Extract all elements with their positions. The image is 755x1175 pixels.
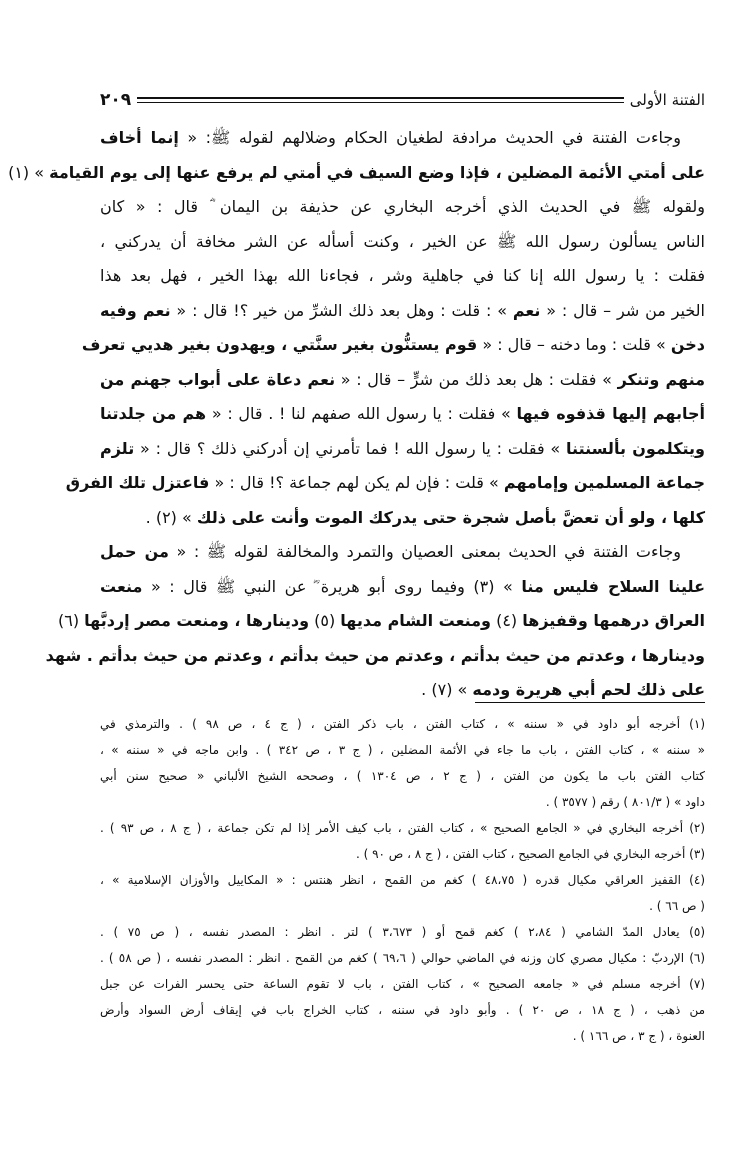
bold-quote-text: العراق درهمها وقفيزها (522, 611, 705, 630)
page-number: ٢٠٩ (100, 90, 132, 110)
text-segment: داود » ( ٨٠١/٣ ) رقم ( ٣٥٧٧ ) . (545, 795, 705, 809)
text-segment: (٣) أخرجه البخاري في الجامع الصحيح ، كتاب الفتن ، ( ج ٨ ، ص ٩٠ ) . (355, 847, 705, 861)
footnote-line (100, 867, 705, 893)
text-segment: ولقوله ﷺ في الحديث الذي أخرجه البخاري عن حذيفة بن اليمان ؓ قال : « كان (100, 197, 705, 216)
body-line (100, 535, 705, 570)
running-title: الفتنة الأولى (629, 91, 705, 109)
bold-quote-text: فاعتزل تلك الفرق (65, 473, 210, 492)
bold-quote-text: ودينارها ، ومنعت مصر إردبَّها (84, 611, 310, 630)
text-segment: » : قلت : وهل بعد ذلك الشرِّ من خير ؟! قال : « (170, 300, 513, 320)
text-segment: من ذهب ، ( ج ١٨ ، ص ٢٠ ) . وأبو داود في سننه ، كتاب الخراج باب في إيقاف أرض السواد وأرض (100, 1003, 706, 1017)
text-segment: (٧) أخرجه مسلم في « جامعه الصحيح » ، كتاب الفتن ، باب لا تقوم الساعة حتى يحسر الفرات عن جبل (100, 977, 705, 991)
bold-quote-text: دخن (670, 335, 705, 354)
bold-quote-text: ودينارها ، وعدتم من حيث بدأتم ، وعدتم من حيث بدأتم ، وعدتم من حيث بدأتم . شهد (45, 645, 705, 665)
body-line (100, 432, 705, 467)
text-segment: » فقلت : يا رسول الله ! فما تأمرني إن أدركني ذلك ؟ قال : « (134, 438, 567, 458)
body-line (65, 466, 705, 501)
text-segment: الخير من شر – قال : « (540, 300, 706, 320)
bold-quote-text: كلها ، ولو أن تعضَّ بأصل شجرة حتى يدركك الموت وأنت على ذلك (196, 507, 705, 527)
bold-quote-text: نعم دعاة على أبواب جهنم من (100, 369, 336, 389)
body-line (100, 363, 705, 398)
bold-quote-text: قوم يستنُّون بغير سنَّتي ، ويهدون بغير هديي تعرف (81, 335, 478, 354)
bold-quote-text: جماعة المسلمين وإمامهم (503, 473, 705, 492)
body-line (100, 397, 705, 432)
text-segment: (٢) أخرجه البخاري في « الجامع الصحيح » ، كتاب الفتن ، باب كيف الأمر إذا لم تكن جماعة ، ( ج ٨ ، ص ٩٣ ) . (100, 821, 706, 835)
bold-quote-text: إنما أخاف (100, 128, 179, 147)
text-segment: (٤) القفيز العراقي مكيال قدره ( ٤٨،٧٥ ) كغم من القمح ، انظر هنتس : « المكاييل والأوزان الإسلامية » ، (100, 873, 706, 887)
text-segment: » (٧) . (421, 680, 473, 699)
bold-quote-text: علينا السلاح فليس منا (521, 576, 706, 596)
text-segment: » (٢) . (145, 507, 197, 527)
text-segment: كتاب الفتن باب ما يكون من الفتن ، ( ج ٢ ، ص ١٣٠٤ ) ، وصححه الشيخ الألباني « صحيح سنن أبي (100, 769, 705, 783)
bold-quote-text: من حمل (100, 542, 169, 561)
text-segment: وجاءت الفتنة في الحديث بمعنى العصيان والتمرد والمخالفة لقوله ﷺ : « (168, 542, 681, 561)
text-segment: فقلت : يا رسول الله إنا كنا في جاهلية وشر ، فجاءنا الله بهذا الخير ، فهل بعد هذا (100, 266, 705, 285)
text-segment: (١) أخرجه أبو داود في « سننه » ، كتاب الفتن ، باب ذكر الفتن ، ( ج ٤ ، ص ٩٨ ) . والترمذي في (100, 717, 705, 731)
bold-quote-text: على أمتي الأئمة المضلين ، فإذا وضع السيف في أمتي لم يرفع عنها إلى يوم القيامة (49, 162, 705, 182)
bold-quote-text: تلزم (100, 438, 135, 458)
body-line (100, 190, 705, 225)
footnote-separator (475, 702, 705, 703)
footnote-line (100, 789, 705, 815)
footnote-line (100, 711, 705, 737)
footnote-line (100, 1023, 705, 1049)
footnote-line (100, 971, 705, 997)
body-text (8, 121, 706, 708)
body-line (100, 259, 705, 294)
body-line (100, 294, 705, 329)
body-line (100, 121, 705, 156)
body-line (100, 225, 705, 260)
bold-quote-text: على ذلك لحم أبي هريرة ودمه (472, 680, 705, 699)
bold-quote-text: ومنعت الشام مديها (340, 611, 491, 630)
bold-quote-text: منهم وتنكر (617, 369, 706, 389)
text-segment: » (١) (8, 162, 50, 182)
text-segment: » قلت : فإن لم يكن لهم جماعة ؟! قال : « (209, 473, 504, 492)
footnote-line (100, 841, 705, 867)
footnote-line (100, 919, 705, 945)
text-segment: (٦) الإردبّ : مكيال مصري كان وزنه في الماضي حوالي ( ٦٩،٦ ) كغم من القمح . انظر : المصدر نفسه ، ( ص ٥٨ ) . (100, 951, 706, 965)
bold-quote-text: نعم وفيه (100, 300, 171, 320)
header-rule (137, 97, 624, 103)
bold-quote-text: أجابهم إليها قذفوه فيها (516, 404, 705, 423)
text-segment: » فقلت : هل بعد ذلك من شرٍّ – قال : « (335, 369, 618, 389)
body-line (81, 328, 705, 363)
text-segment: وجاءت الفتنة في الحديث مرادفة لطغيان الحكام وضلالهم لقوله ﷺ: « (178, 128, 682, 147)
body-line (58, 604, 705, 639)
text-segment: (٥) (309, 611, 341, 630)
footnotes (100, 711, 705, 1049)
text-segment: (٥) يعادل المدّ الشامي ( ٢،٨٤ ) كغم قمح أو ( ٣،٦٧٣ ) لتر . انظر : المصدر نفسه ، ( ص ٧٥ ) . (100, 925, 706, 939)
bold-quote-text: منعت (100, 576, 143, 596)
body-line (100, 570, 705, 605)
bold-quote-text: نعم (512, 300, 541, 320)
page-header (100, 88, 705, 112)
bold-quote-text: ويتكلمون بألسنتنا (566, 438, 705, 458)
body-line (8, 156, 705, 191)
footnote-line (100, 945, 705, 971)
footnote-line (100, 893, 705, 919)
body-line (45, 639, 705, 674)
text-segment: » فقلت : يا رسول الله صفهم لنا ! . قال : « (206, 404, 517, 423)
text-segment: » (٣) وفيما روى أبو هريرة ؓ عن النبي ﷺ قال : « (142, 576, 522, 596)
footnote-line (100, 815, 705, 841)
text-segment: العنوة ، ( ج ٣ ، ص ١٦٦ ) . (572, 1029, 705, 1043)
footnote-line (100, 997, 705, 1023)
text-segment: (٤) (491, 611, 523, 630)
bold-quote-text: هم من جلدتنا (100, 404, 207, 423)
text-segment: الناس يسألون رسول الله ﷺ عن الخير ، وكنت أسأله عن الشر مخافة أن يدركني ، (100, 231, 705, 251)
footnote-line (100, 737, 705, 763)
text-segment: ( ص ٦٦ ) . (649, 899, 705, 913)
footnote-line (100, 763, 705, 789)
text-segment: (٦) (58, 611, 85, 630)
body-line (100, 501, 705, 536)
text-segment: » قلت : وما دخنه – قال : « (477, 335, 671, 354)
text-segment: « سننه » ، كتاب الفتن ، باب ما جاء في الأئمة المضلين ، ( ج ٣ ، ص ٣٤٢ ) . وابن ماجه في « سننه » ، (100, 743, 706, 757)
